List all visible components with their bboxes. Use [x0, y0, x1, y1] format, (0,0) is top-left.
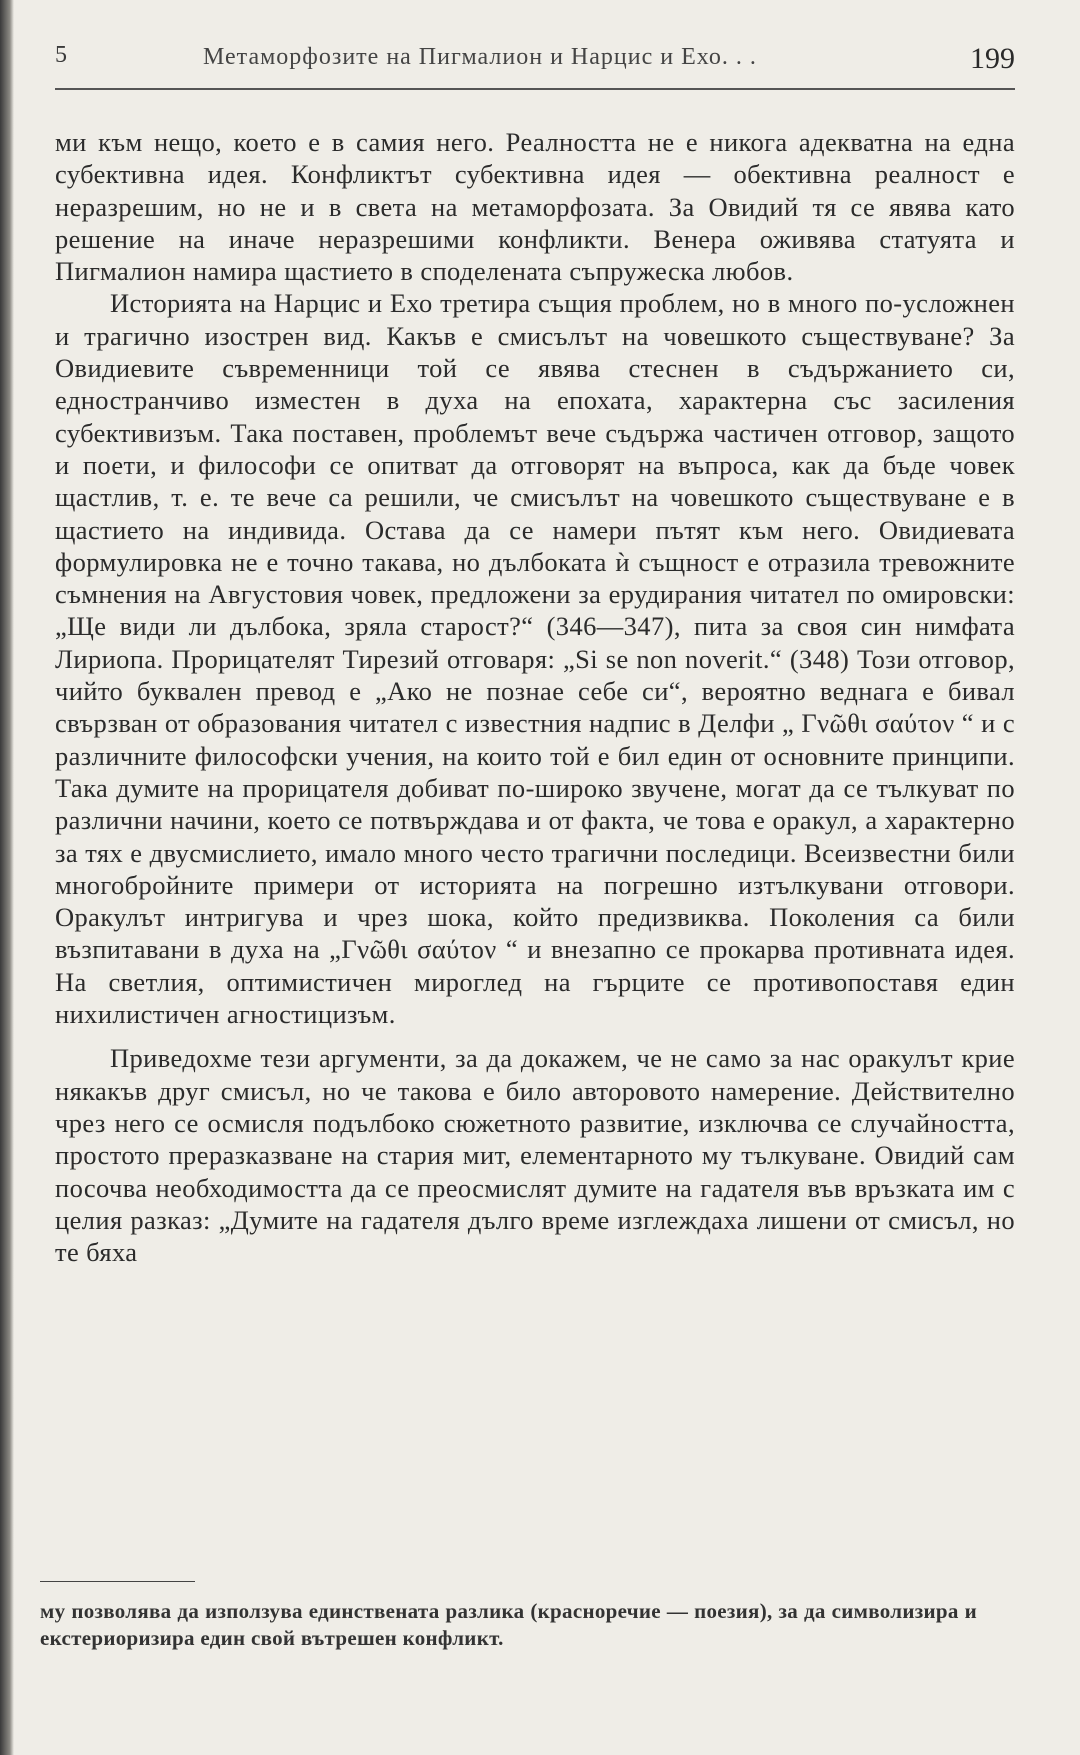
paragraph: Историята на Нарцис и Ехо третира същия проблем, но в много по-усложнен и трагично изострен вид. Какъв е смисълът на човешкото съществуване? За Овидиевите съвременници той се явява стеснен в съдържанието си, едностранчиво изместен в духа на епохата, характерна със засиления субективизъм. Така поставен, проблемът вече съдържа частичен отговор, защото и поети, и философи се опитват да отговорят на въпроса, как да бъде човек щастлив, т. е. те вече са решили, че смисълът на човешкото съществуване е в щастието на индивида. Остава да се намери пътят към него. Овидиевата формулировка не е точно такава, но дълбоката ѝ същност е отразила тревожните съмнения на Августовия човек, предложени за ерудирания читател по омировски: „Ще види ли дълбока, зряла старост?“ (346—347), пита за своя син нимфата Лириопа. Прорицателят Тирезий отговаря: „Si se non noverit.“ (348) Този отговор, чийто буквален превод е „Ако не познае себе си“, вероятно веднага е бивал свързван от образования читател с известния надпис в Делфи „ Γνῶθι σαύτον “ и с различните философски учения, на които той е бил един от основните принципи. Така думите на прорицателя добиват по-широко звучене, могат да се тълкуват по различни начини, което се потвърждава и от факта, че това е оракул, а характерно за тях е двусмислието, имало много често трагични последици. Всеизвестни били многобройните примери от историята на погрешно изтълкувани отговори. Оракулът интригува и чрез шока, който предизвиква. Поколения са били възпитавани в духа на „Γνῶθι σαύτον “ и внезапно се прокарва противната идея. На светлия, оптимистичен мироглед на гърците се противопоставя един нихилистичен агностицизъм.: [55, 288, 1015, 1030]
header-rule: [55, 88, 1015, 90]
page-number: 199: [970, 42, 1015, 75]
running-header: [55, 38, 1015, 88]
paragraph: ми към нещо, което е в самия него. Реалността не е никога адекватна на една субективна идея. Конфликтът субективна идея — обективна реалност е неразрешим, но не и в света на метаморфозата. За Овидий тя се явява като решение на иначе неразрешими конфликти. Венера оживява статуята и Пигмалион намира щастието в споделената съпружеска любов.: [55, 127, 1015, 287]
footnote: му позволява да използува единствената разлика (красноречие — поезия), за да символизира и екстериоризира един свой вътрешен конфликт.: [40, 1599, 977, 1650]
body-text: [55, 126, 1015, 1268]
footnote-rule: [40, 1581, 195, 1582]
running-title: Метаморфозите на Пигмалион и Нарцис и Ехо. . .: [203, 44, 757, 70]
book-spine-shadow: [0, 0, 14, 1755]
paragraph: Приведохме тези аргументи, за да докажем, че не само за нас оракулът крие някакъв друг смисъл, но че такова е било авторовото намерение. Действително чрез него се осмисля подълбоко сюжетното развитие, изключва се случайността, простото преразказване на стария мит, елементарното му тълкуване. Овидий сам посочва необходимостта да се преосмислят думите на гадателя във връзката им с целия разказ: „Думите на гадателя дълго време изглеждаха лишени от смисъл, но те бяха: [55, 1043, 1015, 1268]
section-number: 5: [55, 42, 67, 68]
